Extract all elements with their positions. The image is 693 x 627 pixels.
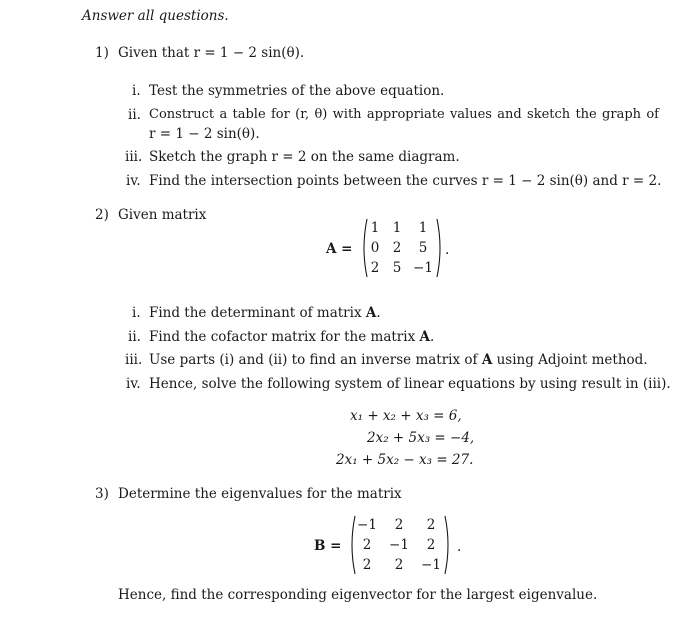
matrix-a-cell: 5	[418, 240, 428, 256]
q3-number: 3)	[95, 486, 109, 502]
q2-part-iii-label: iii.	[125, 352, 143, 368]
matrix-b-end: .	[457, 539, 462, 555]
matrix-b-cell: −1	[357, 517, 377, 533]
q1-part-iii-label: iii.	[125, 149, 143, 165]
matrix-a-cell: 1	[418, 220, 428, 236]
q1-part-ii-text: Construct a table for (r, θ) with appropriate values and sketch the graph of	[149, 107, 659, 122]
q2-part-i-text: Find the determinant of matrix A.	[149, 305, 381, 321]
matrix-b-label: B =	[314, 538, 342, 554]
q1-part-iv-text: Find the intersection points between the curves r = 1 − 2 sin(θ) and r = 2.	[149, 173, 662, 189]
matrix-b-cell: −1	[421, 557, 441, 573]
matrix-a-cell: 0	[370, 240, 380, 256]
q2-part-iii-text: Use parts (i) and (ii) to find an inverse matrix of A using Adjoint method.	[149, 352, 648, 368]
matrix-a-cell: −1	[413, 260, 433, 276]
matrix-a-cell: 1	[370, 220, 380, 236]
q1-part-i-text: Test the symmetries of the above equation.	[149, 83, 445, 99]
q1-part-ii-label: ii.	[128, 107, 141, 123]
matrix-a-cell: 5	[392, 260, 402, 276]
q2-part-ii-text: Find the cofactor matrix for the matrix A.	[149, 329, 435, 345]
q2-stem: Given matrix	[118, 207, 207, 223]
matrix-a-cell: 2	[392, 240, 402, 256]
q1-part-ii-text-cont: r = 1 − 2 sin(θ).	[149, 126, 260, 142]
equation-2: 2x₂ + 5x₃ = −4,	[367, 430, 475, 446]
matrix-a	[360, 218, 450, 278]
equation-1: x₁ + x₂ + x₃ = 6,	[350, 408, 462, 424]
q2-number: 2)	[95, 207, 109, 223]
equation-3: 2x₁ + 5x₂ − x₃ = 27.	[336, 452, 474, 468]
matrix-a-label: A =	[326, 241, 353, 257]
q1-part-iii-text: Sketch the graph r = 2 on the same diagram.	[149, 149, 460, 165]
matrix-b-cell: 2	[394, 517, 404, 533]
matrix-b-cell: 2	[394, 557, 404, 573]
q3-stem: Determine the eigenvalues for the matrix	[118, 486, 402, 502]
q1-part-iv-label: iv.	[126, 173, 141, 189]
q2-part-iv-text: Hence, solve the following system of linear equations by using result in (iii).	[149, 376, 671, 392]
matrix-b-cell: 2	[362, 537, 372, 553]
matrix-b	[348, 515, 458, 575]
matrix-a-end: .	[445, 242, 450, 258]
q2-part-i-label: i.	[132, 305, 141, 321]
matrix-a-right-paren	[436, 218, 444, 278]
matrix-b-cell: −1	[389, 537, 409, 553]
instructions-heading: Answer all questions.	[82, 8, 229, 24]
matrix-b-cell: 2	[426, 517, 436, 533]
q3-closing: Hence, find the corresponding eigenvector for the largest eigenvalue.	[118, 587, 598, 603]
q1-part-i-label: i.	[132, 83, 141, 99]
q2-part-ii-label: ii.	[128, 329, 141, 345]
matrix-a-cell: 1	[392, 220, 402, 236]
matrix-b-right-paren	[444, 515, 452, 575]
q1-stem: Given that r = 1 − 2 sin(θ).	[118, 45, 305, 61]
q2-part-iv-label: iv.	[126, 376, 141, 392]
matrix-b-cell: 2	[362, 557, 372, 573]
matrix-a-cell: 2	[370, 260, 380, 276]
matrix-b-cell: 2	[426, 537, 436, 553]
q1-number: 1)	[95, 45, 109, 61]
